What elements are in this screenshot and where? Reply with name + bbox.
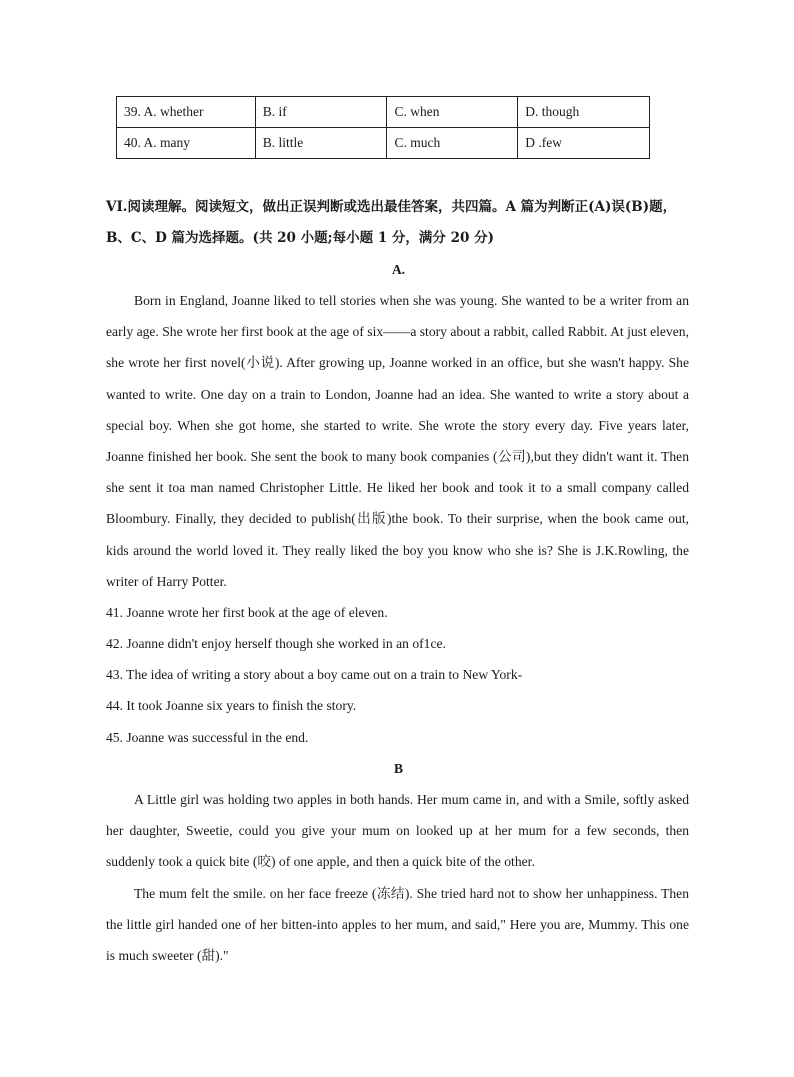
table-cell: 40. A. many bbox=[117, 128, 256, 159]
table-cell: B. if bbox=[255, 97, 387, 128]
answer-options-table bbox=[116, 96, 650, 159]
table-cell: 39. A. whether bbox=[117, 97, 256, 128]
passage-b-paragraph-2: The mum felt the smile. on her face freeze (冻结). She tried hard not to show her unhappiness. Then the little girl handed one of her bitten-into apples to her mum, and said," Here you are, Mummy. This one is much sweeter (甜)." bbox=[106, 886, 689, 964]
section-heading-line2: B、C、D 篇为选择题。(共 20 小题;每小题 1 分，满分 20 分) bbox=[106, 230, 494, 246]
section-heading-line1: VI.阅读理解。阅读短文，做出正误判断或选出最佳答案，共四篇。A 篇为判断正(A)误(B)题， bbox=[106, 199, 677, 215]
table-cell: C. much bbox=[387, 128, 518, 159]
passage-b-paragraph-1: A Little girl was holding two apples in both hands. Her mum came in, and with a Smile, softly asked her daughter, Sweetie, could you give your mum on looked up at her mum for a few seconds, then suddenly took a quick bite (咬) of one apple, and then a quick bite of the other. bbox=[106, 792, 689, 870]
table-cell: D. though bbox=[518, 97, 650, 128]
passage-a-text: Born in England, Joanne liked to tell stories when she was young. She wanted to be a writer from an early age. She wrote her first book at the age of six——a story about a rabbit, called Rabbit. At just eleven, she wrote her first novel(小说). After growing up, Joanne worked in an office, but she wasn't happy. She wanted to write. One day on a train to London, Joanne had an idea. She wanted to write a story about a special boy. When she got home, she started to write. She wrote the story every day. Five years later, Joanne finished her book. She sent the book to many book companies (公司),but they didn't want it. Then she sent it toa man named Christopher Little. He liked her book and took it to a small company called Bloombury. Finally, they decided to publish(出版)the book. To their surprise, when the book came out, kids around the world loved it. They really liked the boy you know who she is? She is J.K.Rowling, the writer of Harry Potter. bbox=[106, 293, 689, 589]
passage-b-title: B bbox=[393, 761, 403, 776]
question-45: 45. Joanne was successful in the end. bbox=[106, 730, 309, 745]
question-41: 41. Joanne wrote her first book at the age of eleven. bbox=[106, 605, 388, 620]
question-44: 44. It took Joanne six years to finish the story. bbox=[106, 698, 357, 713]
question-42: 42. Joanne didn't enjoy herself though she worked in an of1ce. bbox=[106, 636, 446, 651]
table-row bbox=[117, 97, 650, 128]
question-43: 43. The idea of writing a story about a boy came out on a train to New York- bbox=[106, 667, 523, 682]
table-cell: C. when bbox=[387, 97, 518, 128]
table-cell: B. little bbox=[255, 128, 387, 159]
table-row bbox=[117, 128, 650, 159]
table-cell: D .few bbox=[518, 128, 650, 159]
passage-a-title: A. bbox=[391, 262, 406, 277]
